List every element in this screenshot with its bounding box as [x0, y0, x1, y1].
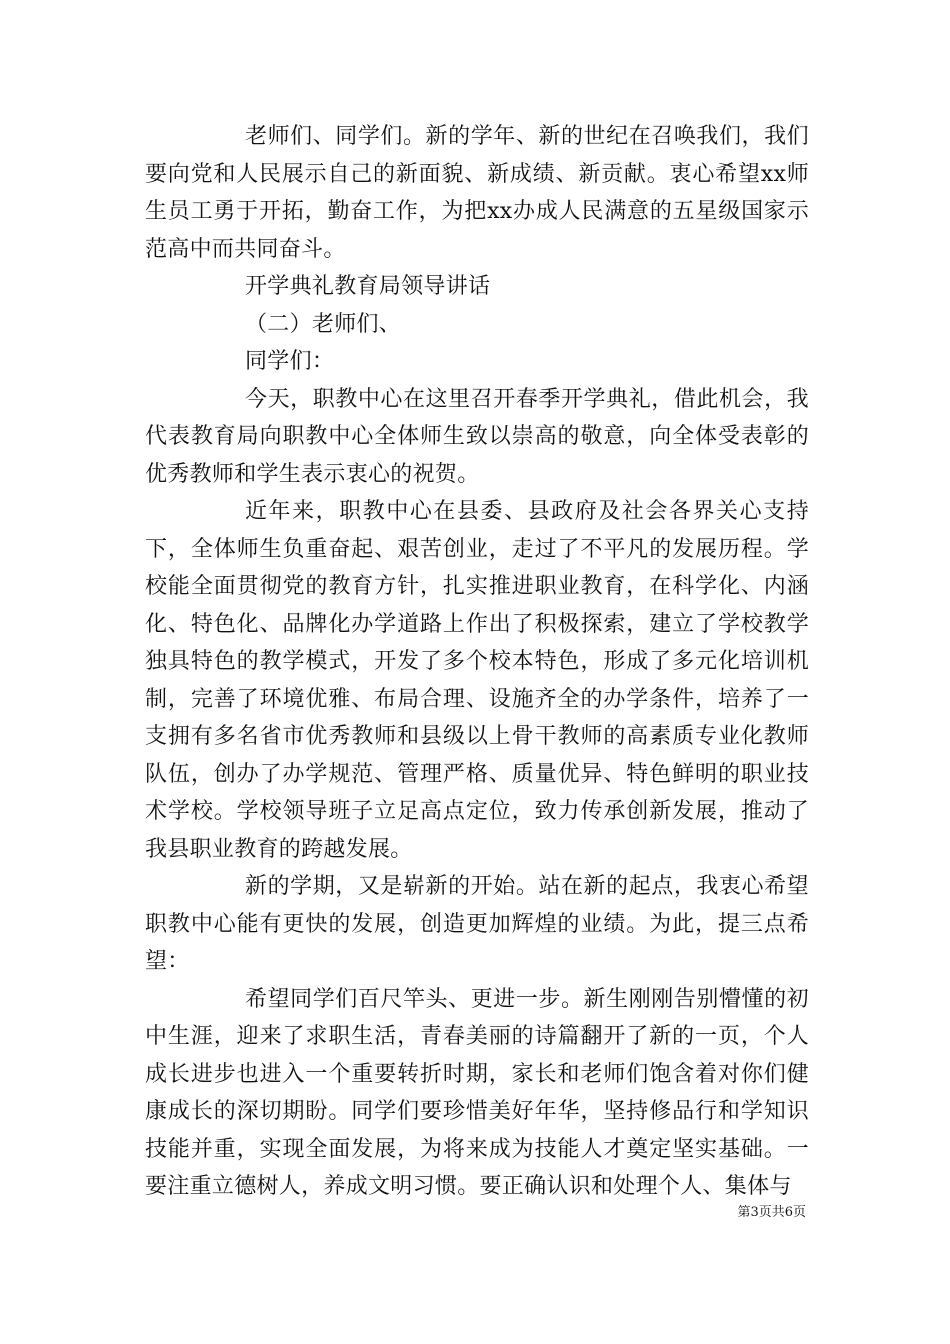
salutation: 同学们： — [245, 349, 335, 374]
page-number: 第3页共6页 — [737, 1205, 806, 1220]
paragraph-achievements: 近年来，职教中心在县委、县政府及社会各界关心支持下，全体师生负重奋起、艰苦创业，走过了不平凡的发展历程。学校能全面贯彻党的教育方针，扎实推进职业教育，在科学化、内涵化、特色化、品牌化办学道路上作出了积极探索，建立了学校教学独具特色的教学模式，开发了多个校本特色，形成了多元化培训机制，完善了环境优雅、布局合理、设施齐全的办学条件，培养了一支拥有多名省市优秀教师和县级以上骨干教师的高素质专业化教师队伍，创办了办学规范、管理严格、质量优异、特色鲜明的职业技术学校。学校领导班子立足高点定位，致力传承创新发展，推动了我县职业教育的跨越发展。 — [145, 499, 809, 862]
section-heading: （二）老师们、 — [245, 311, 402, 337]
paragraph-closing: 老师们、同学们。新的学年、新的世纪在召唤我们，我们要向党和人民展示自己的新面貌、新成绩、新贡献。衷心希望xx师生员工勇于开拓，勤奋工作，为把xx办成人民满意的五星级国家示范高中而共同奋斗。 — [145, 124, 809, 262]
paragraph-opening: 今天，职教中心在这里召开春季开学典礼，借此机会，我代表教育局向职教中心全体师生致以崇高的敬意，向全体受表彰的优秀教师和学生表示衷心的祝贺。 — [145, 386, 809, 487]
speech-title: 开学典礼教育局领导讲话 — [245, 274, 491, 299]
paragraph-hopes-intro: 新的学期，又是崭新的开始。站在新的起点，我衷心希望职教中心能有更快的发展，创造更加辉煌的业绩。为此，提三点希望： — [145, 874, 809, 974]
paragraph-hope-students: 希望同学们百尺竿头、更进一步。新生刚刚告别懵懂的初中生涯，迎来了求职生活，青春美丽的诗篇翻开了新的一页，个人成长进步也进入一个重要转折时期，家长和老师们饱含着对你们健康成长的深切期盼。同学们要珍惜美好年华，坚持修品行和学知识技能并重，实现全面发展，为将来成为技能人才奠定坚实基础。一要注重立德树人，养成文明习惯。要正确认识和处理个人、集体与 — [145, 986, 809, 1199]
document-body — [145, 118, 809, 1206]
